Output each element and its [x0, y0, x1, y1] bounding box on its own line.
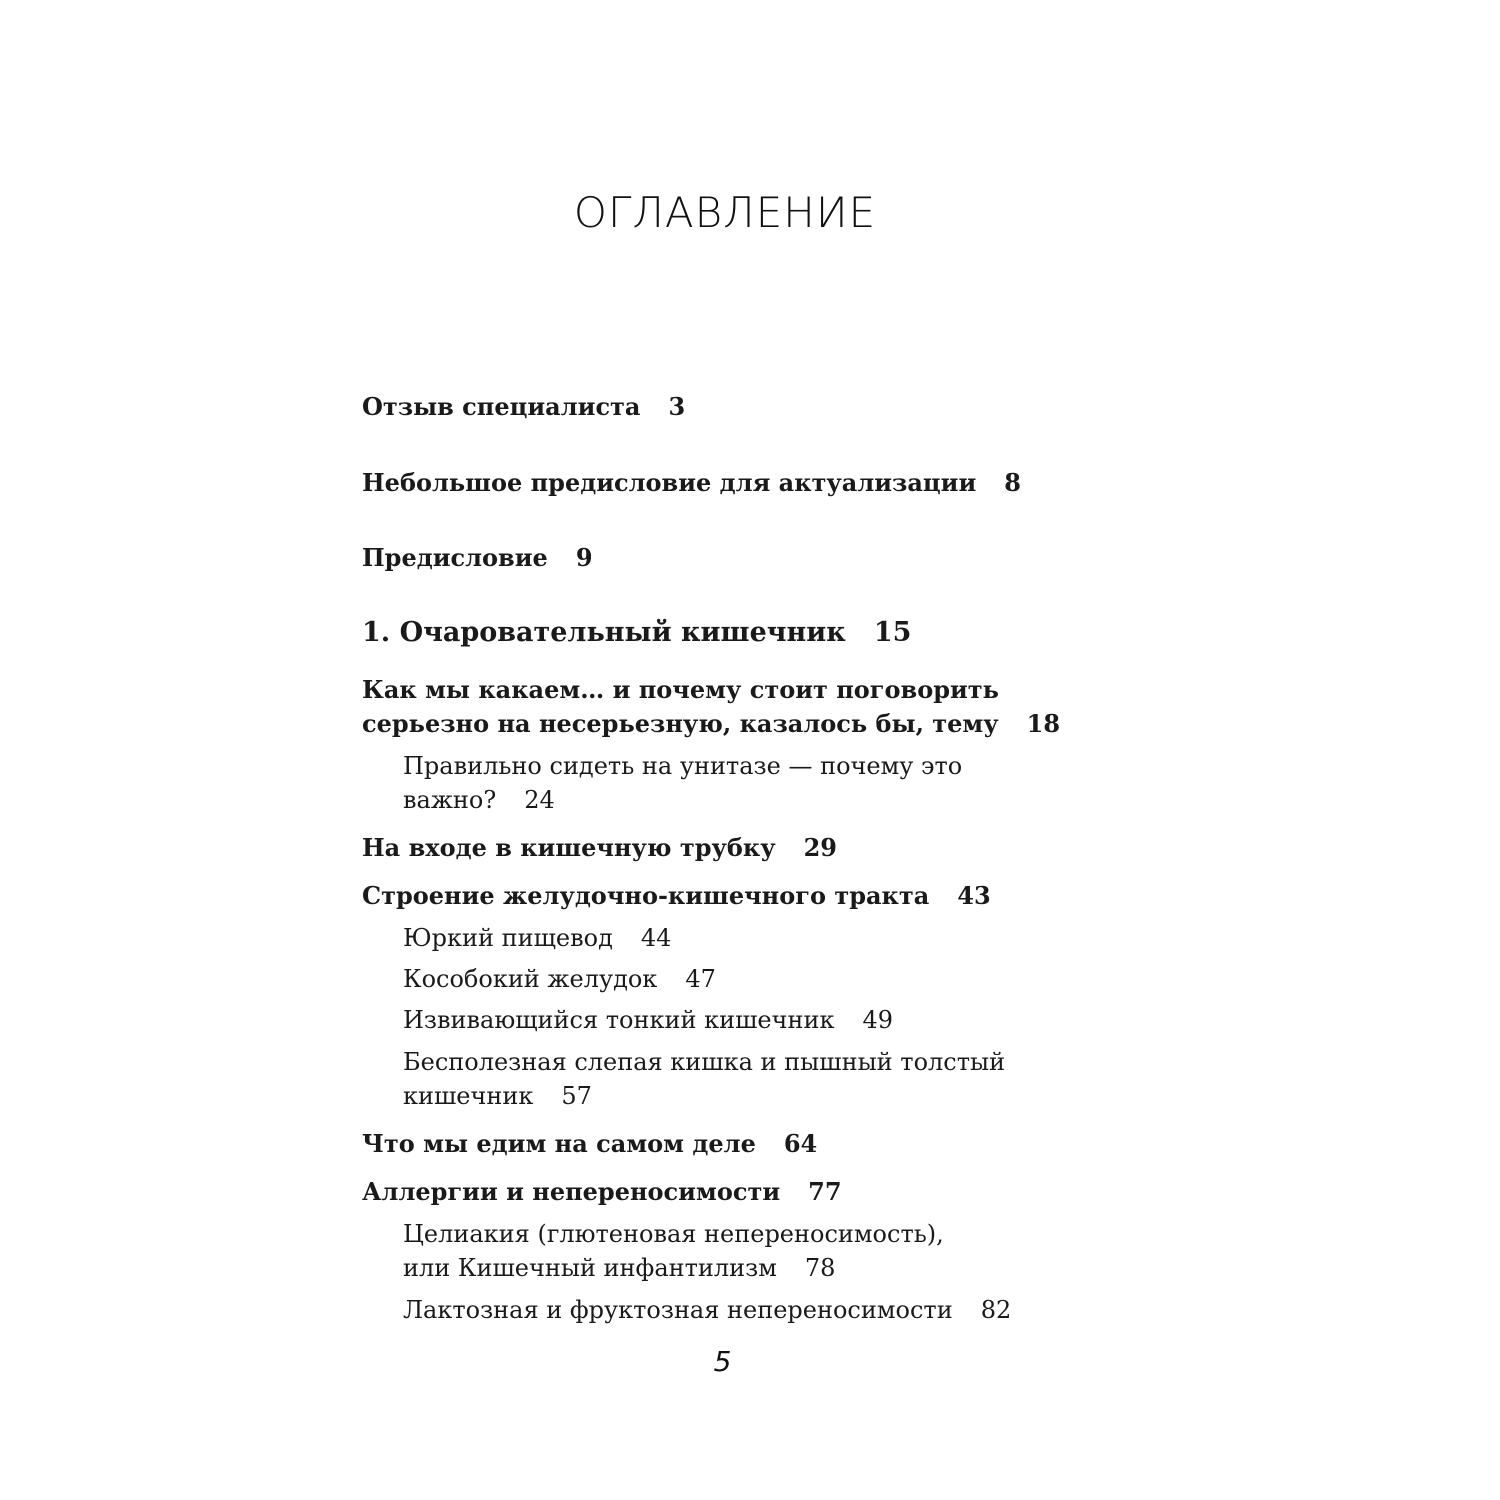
toc-entry-title: Юркий пищевод	[403, 924, 613, 952]
toc-entry-page: 78	[804, 1254, 836, 1282]
toc-entry-title: Лактозная и фруктозная непереносимости	[403, 1296, 953, 1324]
toc-entry-esophagus[interactable]	[362, 921, 671, 955]
toc-entry-allergies[interactable]	[362, 1175, 842, 1209]
toc-entry-toilet-sitting[interactable]	[362, 749, 962, 817]
toc-entry-title: Предисловие	[362, 543, 548, 572]
toc-entry-title-line2: серьезно на несерьезную, казалось бы, тему	[362, 709, 999, 738]
toc-entry-how-we-poop[interactable]	[362, 673, 1060, 741]
toc-entry-foreword[interactable]	[362, 541, 593, 575]
toc-entry-page: 49	[862, 1006, 894, 1034]
toc-entry-lactose-fructose[interactable]	[362, 1293, 1011, 1327]
page-title: ОГЛАВЛЕНИЕ	[573, 188, 877, 237]
toc-entry-large-intestine[interactable]	[362, 1045, 1005, 1113]
toc-entry-title-line1: Как мы какаем… и почему стоит поговорить	[362, 675, 999, 704]
toc-entry-title: Кособокий желудок	[403, 965, 658, 993]
toc-entry-title-line1: Бесполезная слепая кишка и пышный толстый	[403, 1048, 1006, 1076]
toc-entry-title-line1: Правильно сидеть на унитазе — почему это	[403, 752, 963, 780]
toc-entry-page: 43	[957, 881, 991, 910]
toc-entry-page: 9	[575, 543, 593, 572]
toc-entry-title-line2: или Кишечный инфантилизм	[403, 1254, 777, 1282]
toc-entry-page: 77	[808, 1177, 842, 1206]
toc-entry-title: Строение желудочно-кишечного тракта	[362, 881, 930, 910]
toc-entry-page: 18	[1026, 709, 1061, 738]
toc-entry-page: 47	[685, 965, 716, 993]
toc-entry-page: 15	[873, 617, 912, 648]
toc-entry-chapter-1[interactable]	[362, 616, 911, 650]
toc-entry-title: Извивающийся тонкий кишечник	[403, 1006, 835, 1034]
toc-entry-stomach[interactable]	[362, 962, 716, 996]
toc-entry-title: Аллергии и непереносимости	[362, 1177, 781, 1206]
toc-entry-page: 64	[783, 1129, 818, 1158]
toc-entry-page: 44	[640, 924, 672, 952]
toc-entry-short-foreword[interactable]	[362, 466, 1021, 500]
toc-entry-title-line1: Целиакия (глютеновая непереносимость),	[403, 1220, 944, 1248]
toc-entry-title-line2: кишечник	[403, 1082, 534, 1110]
toc-entry-title: Что мы едим на самом деле	[362, 1129, 756, 1158]
toc-entry-page: 29	[803, 833, 838, 862]
toc-entry-page: 82	[980, 1296, 1012, 1324]
toc-entry-page: 57	[561, 1082, 592, 1110]
toc-entry-title-line2: важно?	[403, 786, 497, 814]
page-number: 5	[713, 1345, 732, 1378]
toc-entry-title: 1. Очаровательный кишечник	[362, 617, 846, 648]
toc-entry-small-intestine[interactable]	[362, 1003, 893, 1037]
toc-entry-page: 3	[668, 392, 686, 421]
toc-entry-page: 24	[524, 786, 555, 814]
toc-entry-title: Небольшое предисловие для актуализации	[362, 468, 977, 497]
toc-entry-title: Отзыв специалиста	[362, 392, 641, 421]
toc-entry-gi-structure[interactable]	[362, 879, 991, 913]
toc-entry-celiac[interactable]	[362, 1217, 944, 1285]
toc-entry-title: На входе в кишечную трубку	[362, 833, 776, 862]
toc-entry-page: 8	[1004, 468, 1021, 497]
toc-entry-expert-review[interactable]	[362, 390, 685, 424]
toc-entry-gut-entrance[interactable]	[362, 831, 837, 865]
toc-entry-what-we-eat[interactable]	[362, 1127, 817, 1161]
